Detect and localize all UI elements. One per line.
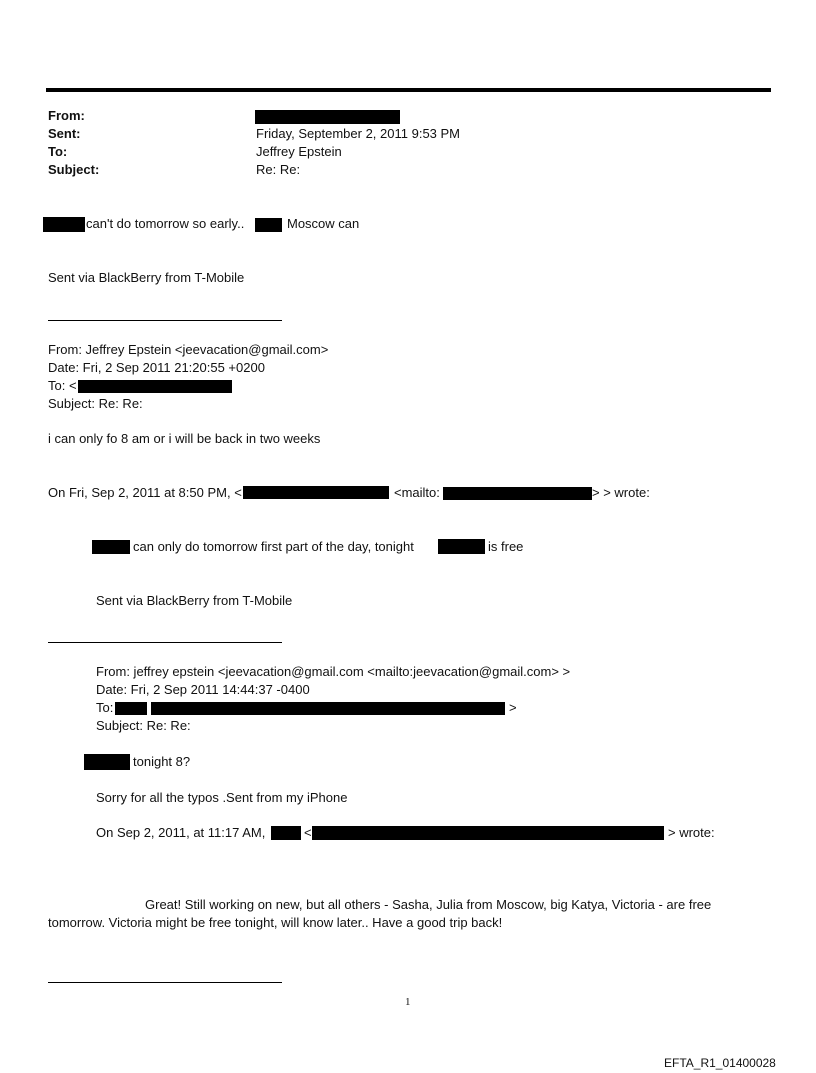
reply2-to-redaction-b — [151, 702, 505, 715]
quoted2-line1: Great! Still working on new, but all others - Sasha, Julia from Moscow, big Katya, Victoria - are free — [145, 897, 712, 912]
reply2-date: Date: Fri, 2 Sep 2011 14:44:37 -0400 — [96, 682, 310, 697]
reply2-body: tonight 8? — [133, 754, 191, 769]
reply2-signature: Sorry for all the typos .Sent from my iPhone — [96, 790, 348, 805]
reply2-quote-redaction-2 — [312, 826, 664, 840]
document-id: EFTA_R1_01400028 — [664, 1056, 776, 1070]
subject-value: Re: Re: — [256, 162, 301, 177]
reply1-to-redaction — [78, 380, 232, 393]
separator-3 — [48, 982, 282, 983]
from-redaction — [255, 110, 400, 124]
reply2-to: To: — [96, 700, 114, 715]
reply1-quote-redaction-1 — [243, 486, 389, 499]
quoted1-redaction-b — [438, 539, 485, 554]
reply1-to: To: < — [48, 378, 77, 393]
reply1-quote-redaction-2 — [443, 487, 592, 500]
message1-text-a: can't do tomorrow so early.. — [86, 216, 245, 231]
message1-redaction-b — [255, 218, 282, 232]
reply2-body-redaction — [84, 754, 130, 770]
to-value: Jeffrey Epstein — [256, 144, 342, 159]
reply1-date: Date: Fri, 2 Sep 2011 21:20:55 +0200 — [48, 360, 265, 375]
message1-signature: Sent via BlackBerry from T-Mobile — [48, 270, 245, 285]
reply2-to-end: > — [509, 700, 517, 715]
to-label: To: — [48, 144, 68, 159]
quoted1-redaction-a — [92, 540, 130, 554]
page-number: 1 — [405, 996, 411, 1008]
reply2-quote-intro-b: < — [304, 825, 312, 840]
quoted2-line2: tomorrow. Victoria might be free tonight, will know later.. Have a good trip back! — [48, 915, 503, 930]
reply1-subject: Subject: Re: Re: — [48, 396, 143, 411]
sent-label: Sent: — [48, 126, 81, 141]
reply2-to-redaction-a — [115, 702, 147, 715]
from-label: From: — [48, 108, 85, 123]
reply1-quote-intro-c: > > wrote: — [592, 485, 650, 500]
top-rule — [46, 88, 771, 92]
quoted1-text-a: can only do tomorrow first part of the day, tonight — [133, 539, 414, 554]
separator-1 — [48, 320, 282, 321]
reply1-quote-intro-a: On Fri, Sep 2, 2011 at 8:50 PM, < — [48, 485, 242, 500]
reply1-quote-intro-b: <mailto: — [394, 485, 440, 500]
reply2-from: From: jeffrey epstein <jeevacation@gmail.com <mailto:jeevacation@gmail.com> > — [96, 664, 571, 679]
sent-value: Friday, September 2, 2011 9:53 PM — [256, 126, 461, 141]
reply2-quote-intro-c: > wrote: — [668, 825, 715, 840]
message1-redaction-a — [43, 217, 85, 232]
reply2-subject: Subject: Re: Re: — [96, 718, 191, 733]
subject-label: Subject: — [48, 162, 100, 177]
reply2-quote-intro-a: On Sep 2, 2011, at 11:17 AM, — [96, 825, 266, 840]
reply1-body: i can only fo 8 am or i will be back in two weeks — [48, 431, 321, 446]
reply1-from: From: Jeffrey Epstein <jeevacation@gmail.com> — [48, 342, 329, 357]
reply2-quote-redaction-1 — [271, 826, 301, 840]
message1-text-b: Moscow can — [287, 216, 360, 231]
quoted1-signature: Sent via BlackBerry from T-Mobile — [96, 593, 293, 608]
separator-2 — [48, 642, 282, 643]
quoted1-text-b: is free — [488, 539, 524, 554]
